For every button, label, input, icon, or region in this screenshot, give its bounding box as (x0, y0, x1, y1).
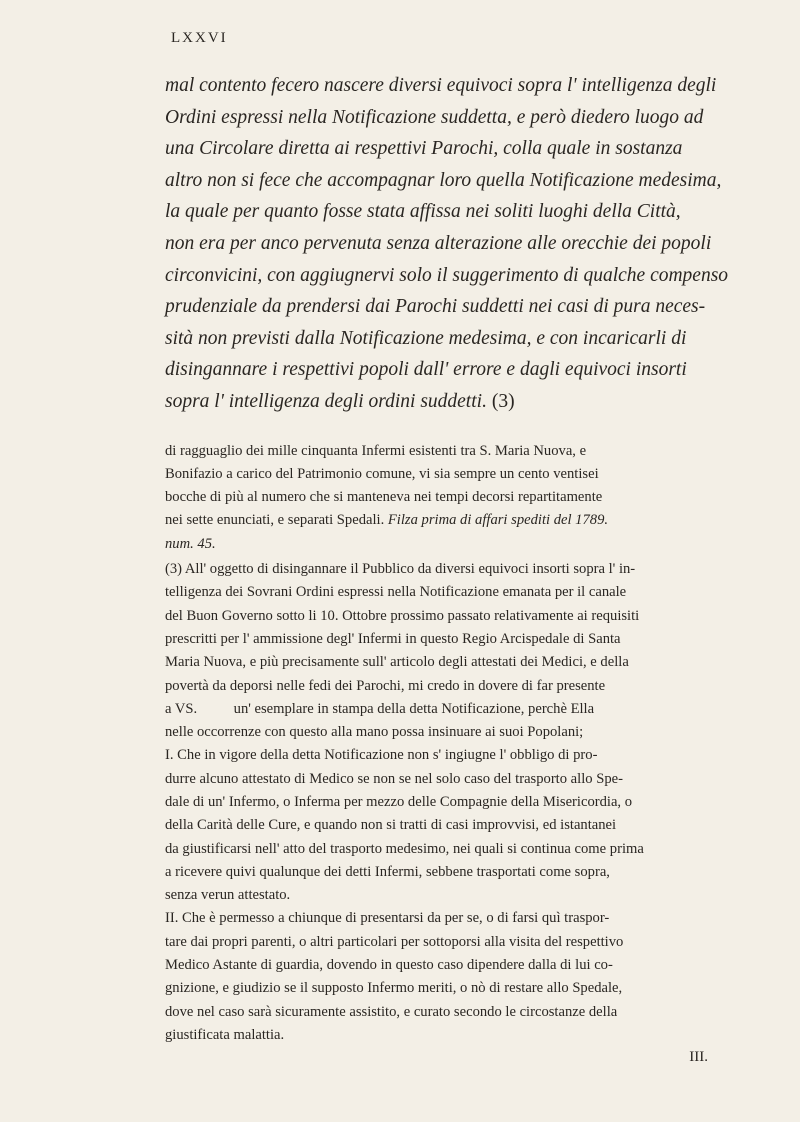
footnote-line: dove nel caso sarà sicuramente assistito, e curato secondo le circostanze della (165, 1003, 618, 1020)
footnote-line: Medico Astante di guardia, dovendo in questo caso dipendere dalla di lui co- (165, 957, 613, 974)
footnote-line: Maria Nuova, e più precisamente sull' articolo degli attestati dei Medici, e della (165, 654, 629, 671)
footnote-line: Bonifazio a carico del Patrimonio comune, vi sia sempre un cento ventisei (165, 465, 599, 482)
footnote-line: telligenza dei Sovrani Ordini espressi nella Notificazione emanata per il canale (165, 584, 627, 601)
footnote-line: di ragguaglio dei mille cinquanta Infermi esistenti tra S. Maria Nuova, e (165, 442, 587, 459)
page-number: LXXVI (171, 30, 228, 46)
text-line: non era per anco pervenuta senza alterazione alle orecchie dei popoli (165, 232, 712, 254)
footnote-line: nelle occorrenze con questo alla mano possa insinuare ai suoi Popolani; (165, 724, 584, 741)
footnote-line: bocche di più al numero che si manteneva nei tempi decorsi repartitamente (165, 489, 603, 506)
text-line: sità non previsti dalla Notificazione medesima, e con incaricarli di (165, 327, 687, 349)
footnote-line: giustificata malattia. (165, 1026, 285, 1043)
footnotes (165, 440, 730, 1048)
footnote-line: I. Che in vigore della detta Notificazione non s' ingiugne l' obbligo di pro- (165, 747, 598, 764)
text-line: Ordini espressi nella Notificazione suddetta, e però diedero luogo ad (165, 106, 704, 128)
footnote-line: II. Che è permesso a chiunque di presentarsi da per se, o di farsi quì traspor- (165, 910, 610, 927)
text-line: mal contento fecero nascere diversi equivoci sopra l' intelligenza degli (165, 75, 717, 96)
text-line: circonvicini, con aggiugnervi solo il suggerimento di qualche compenso (165, 264, 729, 286)
archive-citation-number: num. 45. (165, 535, 216, 552)
footnote-line: del Buon Governo sotto li 10. Ottobre prossimo passato relativamente ai requisiti (165, 607, 640, 624)
catchword: III. (689, 1049, 708, 1066)
text-line: sopra l' intelligenza degli ordini suddetti. (165, 390, 487, 412)
footnote-line: gnizione, e giudizio se il supposto Infermo meriti, o nò di restare allo Spedale, (165, 980, 623, 997)
footnote-text: nei sette enunciati, e separati Spedali. (165, 512, 385, 529)
text-line: una Circolare diretta ai respettivi Parochi, colla quale in sostanza (165, 138, 683, 160)
text-line: la quale per quanto fosse stata affissa nei soliti luoghi della Città, (165, 201, 681, 223)
text-line-last (165, 386, 730, 418)
text-line: altro non si fece che accompagnar loro quella Notificazione medesima, (165, 169, 722, 191)
footnote-line-citation (165, 509, 730, 532)
footnote-line: senza verun attestato. (165, 887, 291, 904)
footnote-line: tare dai propri parenti, o altri particolari per sottoporsi alla visita del respettivo (165, 933, 624, 950)
footnote-line: a ricevere quivi qualunque dei detti Infermi, sebbene trasportati come sopra, (165, 863, 610, 880)
footnote-line: da giustificarsi nell' atto del trasporto medesimo, nei quali si continua come prima (165, 840, 644, 857)
archive-citation: Filza prima di affari spediti del 1789. (387, 512, 609, 529)
footnote-reference: (3) (491, 390, 515, 412)
footnote-line: a VS. un' esemplare in stampa della detta Notificazione, perchè Ella (165, 700, 595, 717)
footnote-line: durre alcuno attestato di Medico se non se nel solo caso del trasporto allo Spe- (165, 770, 623, 787)
text-line: disingannare i respettivi popoli dall' errore e dagli equivoci insorti (165, 359, 687, 381)
footnote-line: (3) All' oggetto di disingannare il Pubblico da diversi equivoci insorti sopra l' in- (165, 561, 636, 578)
footnote-line: prescritti per l' ammissione degl' Infermi in questo Regio Arcispedale di Santa (165, 630, 621, 647)
footnote-line: povertà da deporsi nelle fedi dei Parochi, mi credo in dovere di far presente (165, 677, 606, 694)
footnote-line: della Carità delle Cure, e quando non si tratti di casi improvvisi, ed istantanei (165, 817, 617, 834)
main-text (165, 70, 730, 418)
footnote-line: dale di un' Infermo, o Inferma per mezzo delle Compagnie della Misericordia, o (165, 793, 633, 810)
text-line: prudenziale da prendersi dai Parochi suddetti nei casi di pura neces- (165, 296, 706, 318)
